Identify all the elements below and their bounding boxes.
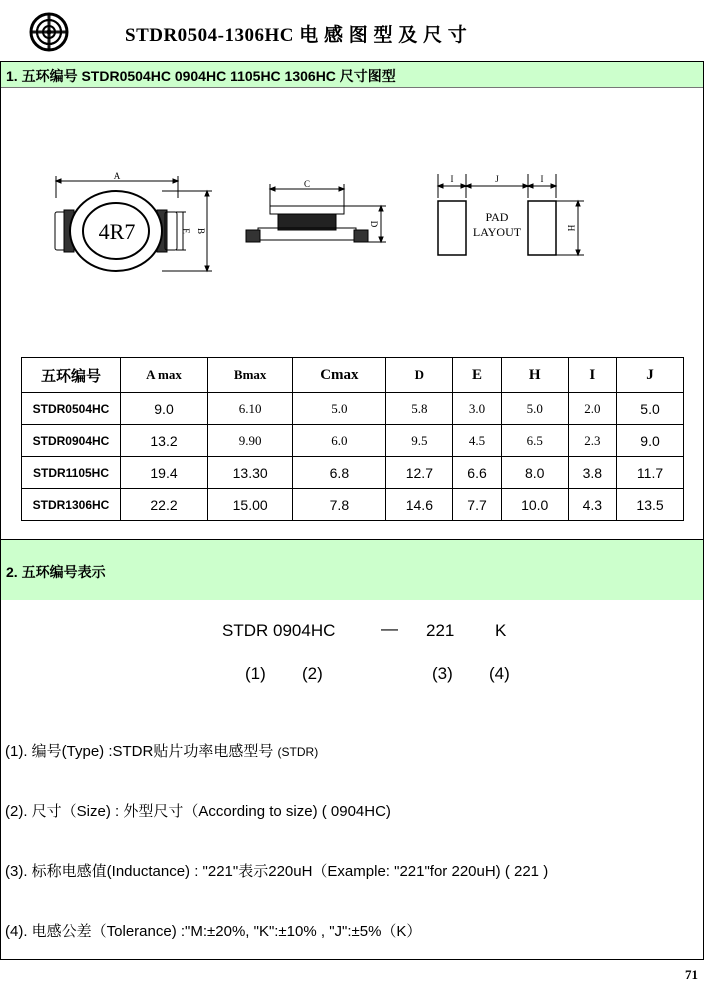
cell-part: STDR1105HC: [22, 457, 121, 489]
dim-label-j: J: [495, 174, 499, 184]
col-header-part: 五环编号: [22, 358, 121, 393]
cell-i: 2.3: [568, 425, 616, 457]
explanation-tolerance: (4). 电感公差（Tolerance) :"M:±20%, "K":±10% , "J":±5%（K）: [5, 923, 422, 940]
explanation-inductance: (3). 标称电感值(Inductance) : "221"表示220uH（Example: "221"for 220uH) ( 221 ): [5, 863, 549, 880]
col-header-j: J: [617, 358, 684, 393]
col-header-e: E: [453, 358, 501, 393]
cell-c: 6.0: [293, 425, 386, 457]
cell-h: 6.5: [501, 425, 568, 457]
cell-h: 5.0: [501, 393, 568, 425]
dim-label-b: B: [196, 227, 206, 235]
cell-d: 12.7: [386, 457, 453, 489]
cell-a: 13.2: [121, 425, 208, 457]
col-header-i: I: [568, 358, 616, 393]
cell-i: 2.0: [568, 393, 616, 425]
cell-e: 6.6: [453, 457, 501, 489]
code-dash: —: [381, 619, 398, 638]
code-index-2: (2): [302, 664, 323, 683]
cell-part: STDR0504HC: [22, 393, 121, 425]
table-row: [22, 425, 684, 457]
col-header-c: Cmax: [293, 358, 386, 393]
page-title: STDR0504-1306HC 电 感 图 型 及 尺 寸: [125, 25, 468, 46]
page-number: 71: [685, 967, 698, 982]
cell-e: 3.0: [453, 393, 501, 425]
cell-b: 13.30: [208, 457, 293, 489]
pad-label-line1: PAD: [485, 210, 509, 224]
cell-d: 14.6: [386, 489, 453, 521]
table-row: [22, 457, 684, 489]
col-header-h: H: [501, 358, 568, 393]
section-1-header: [1, 62, 703, 88]
code-inductance: 221: [426, 621, 455, 640]
explanation-size: (2). 尺寸（Size) : 外型尺寸（According to size) ( 0904HC): [5, 803, 391, 820]
dim-label-i-left: I: [450, 174, 454, 184]
dim-label-e: E: [181, 228, 191, 234]
table-row: [22, 489, 684, 521]
code-tolerance: K: [495, 621, 507, 640]
dimensions-table: [21, 357, 684, 521]
cell-i: 4.3: [568, 489, 616, 521]
dimension-drawing: [0, 160, 704, 280]
cell-b: 9.90: [208, 425, 293, 457]
dim-label-i-right: I: [540, 174, 544, 184]
cell-j: 5.0: [617, 393, 684, 425]
explanation-type-note: (STDR): [277, 745, 319, 759]
cell-d: 5.8: [386, 393, 453, 425]
dim-label-d: D: [369, 220, 379, 228]
cell-a: 22.2: [121, 489, 208, 521]
explanation-type: [5, 740, 318, 761]
cell-c: 6.8: [293, 457, 386, 489]
section-1-title: 1. 五环编号 STDR0504HC 0904HC 1105HC 1306HC 尺寸图型: [6, 68, 396, 84]
cell-j: 9.0: [617, 425, 684, 457]
cell-b: 6.10: [208, 393, 293, 425]
col-header-b: Bmax: [208, 358, 293, 393]
cell-d: 9.5: [386, 425, 453, 457]
pad-label-line2: LAYOUT: [472, 225, 522, 239]
table-row: [22, 393, 684, 425]
part-marking: 4R7: [98, 219, 136, 244]
cell-a: 19.4: [121, 457, 208, 489]
cell-e: 4.5: [453, 425, 501, 457]
col-header-d: D: [386, 358, 453, 393]
section-2-title: 2. 五环编号表示: [6, 564, 106, 580]
table-header-row: [22, 358, 684, 393]
cell-h: 8.0: [501, 457, 568, 489]
explanation-type-text: (1). 编号(Type) :STDR贴片功率电感型号: [5, 743, 274, 760]
cell-part: STDR0904HC: [22, 425, 121, 457]
cell-e: 7.7: [453, 489, 501, 521]
cell-b: 15.00: [208, 489, 293, 521]
code-index-3: (3): [432, 664, 453, 683]
company-logo: [29, 12, 69, 52]
dim-label-h: H: [566, 224, 576, 232]
col-header-a: A max: [121, 358, 208, 393]
cell-h: 10.0: [501, 489, 568, 521]
dim-label-a: A: [113, 171, 121, 181]
cell-c: 7.8: [293, 489, 386, 521]
dim-label-c: C: [303, 179, 311, 189]
cell-c: 5.0: [293, 393, 386, 425]
cell-part: STDR1306HC: [22, 489, 121, 521]
cell-j: 13.5: [617, 489, 684, 521]
cell-a: 9.0: [121, 393, 208, 425]
cell-i: 3.8: [568, 457, 616, 489]
code-index-4: (4): [489, 664, 510, 683]
code-series: STDR 0904HC: [222, 621, 336, 640]
code-index-1: (1): [245, 664, 266, 683]
cell-j: 11.7: [617, 457, 684, 489]
section-2-header: [1, 539, 703, 600]
